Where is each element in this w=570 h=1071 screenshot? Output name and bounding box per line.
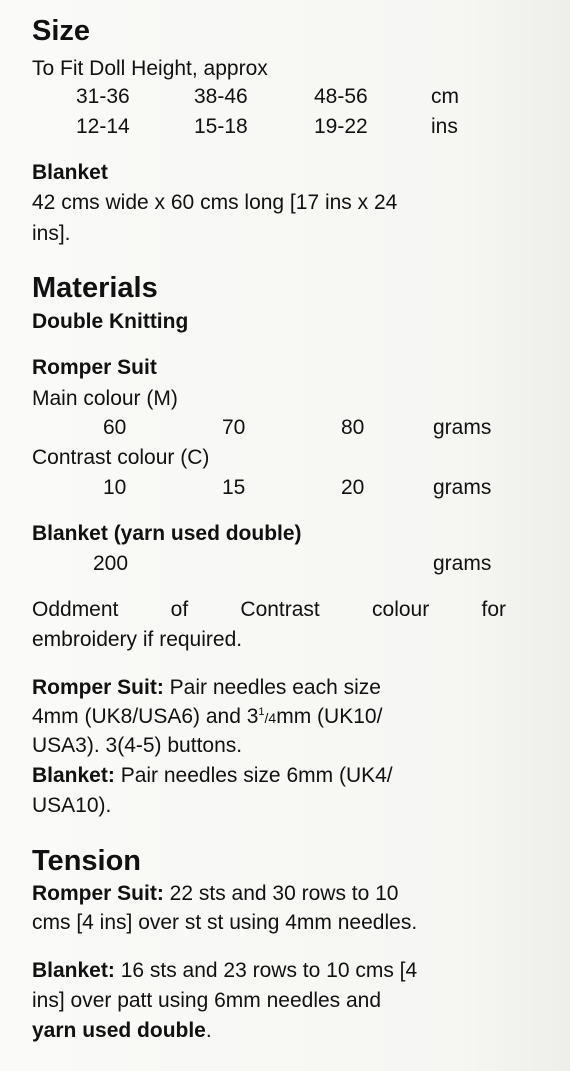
tension-romper-line2: cms [4 ins] over st st using 4mm needles. — [32, 911, 418, 934]
size-cell: 31-36 — [76, 85, 130, 108]
needles-romper-line2 — [32, 705, 382, 729]
contrast-colour-value: 10 — [103, 476, 127, 499]
size-cell: 19-22 — [314, 115, 368, 138]
size-heading: Size — [32, 15, 91, 47]
needles-blanket-label: Blanket: — [32, 764, 115, 787]
contrast-colour-label: Contrast colour (C) — [32, 446, 210, 469]
fraction-numerator: 1 — [258, 706, 265, 718]
tension-blanket-label: Blanket: — [32, 959, 115, 982]
size-cell: 15-18 — [194, 115, 248, 138]
tension-blanket-bold: yarn used double — [32, 1019, 206, 1042]
materials-heading: Materials — [32, 272, 158, 304]
blanket-size-line1: 42 cms wide x 60 cms long [17 ins x 24 — [32, 191, 398, 214]
needles-blanket-line2: USA10). — [32, 794, 112, 817]
blanket-yarn-unit: grams — [433, 552, 492, 575]
blanket-yarn-value: 200 — [93, 552, 129, 575]
needles-romper-text: Pair needles each size — [163, 676, 381, 699]
tension-heading: Tension — [32, 845, 142, 877]
size-cell: 38-46 — [194, 85, 248, 108]
size-cell: 48-56 — [314, 85, 368, 108]
needles-romper-text: mm (UK10/ — [276, 705, 383, 728]
main-colour-value: 80 — [341, 416, 365, 439]
tension-blanket-line1 — [32, 959, 417, 983]
main-colour-value: 60 — [103, 416, 127, 439]
romper-suit-heading: Romper Suit — [32, 356, 157, 379]
materials-subheading: Double Knitting — [32, 310, 189, 333]
tension-romper-text: 22 sts and 30 rows to 10 — [163, 882, 399, 905]
fraction-denominator: /4 — [264, 710, 277, 726]
oddment-word: Oddment — [32, 598, 119, 621]
contrast-colour-unit: grams — [433, 476, 492, 499]
oddment-word: of — [170, 598, 189, 621]
oddment-word: Contrast — [240, 598, 320, 621]
tension-blanket-line3 — [32, 1019, 212, 1043]
size-unit: cm — [431, 85, 459, 108]
oddment-word: for — [481, 598, 506, 621]
needles-romper-line3: USA3). 3(4-5) buttons. — [32, 734, 243, 757]
tension-blanket-punct: . — [205, 1019, 212, 1042]
blanket-size-line2: ins]. — [32, 222, 71, 245]
contrast-colour-value: 15 — [222, 476, 246, 499]
main-colour-value: 70 — [222, 416, 246, 439]
oddment-line2: embroidery if required. — [32, 628, 243, 651]
tension-romper-label: Romper Suit: — [32, 882, 164, 905]
size-unit: ins — [431, 115, 458, 138]
size-cell: 12-14 — [76, 115, 130, 138]
oddment-word: colour — [372, 598, 430, 621]
needles-romper-label: Romper Suit: — [32, 676, 164, 699]
needles-blanket-text: Pair needles size 6mm (UK4/ — [114, 764, 393, 787]
contrast-colour-value: 20 — [341, 476, 365, 499]
tension-blanket-text: 16 sts and 23 rows to 10 cms [4 — [114, 959, 418, 982]
fit-label: To Fit Doll Height, approx — [32, 57, 268, 80]
oddment-line1 — [32, 598, 506, 622]
needles-blanket-line1 — [32, 764, 393, 788]
needles-romper-text: 4mm (UK8/USA6) and 3 — [32, 705, 259, 728]
blanket-size-heading: Blanket — [32, 161, 108, 184]
blanket-yarn-heading: Blanket (yarn used double) — [32, 522, 302, 545]
tension-romper-line1 — [32, 882, 398, 906]
main-colour-unit: grams — [433, 416, 492, 439]
needles-romper-line1 — [32, 676, 381, 700]
main-colour-label: Main colour (M) — [32, 387, 178, 410]
tension-blanket-line2: ins] over patt using 6mm needles and — [32, 989, 382, 1012]
